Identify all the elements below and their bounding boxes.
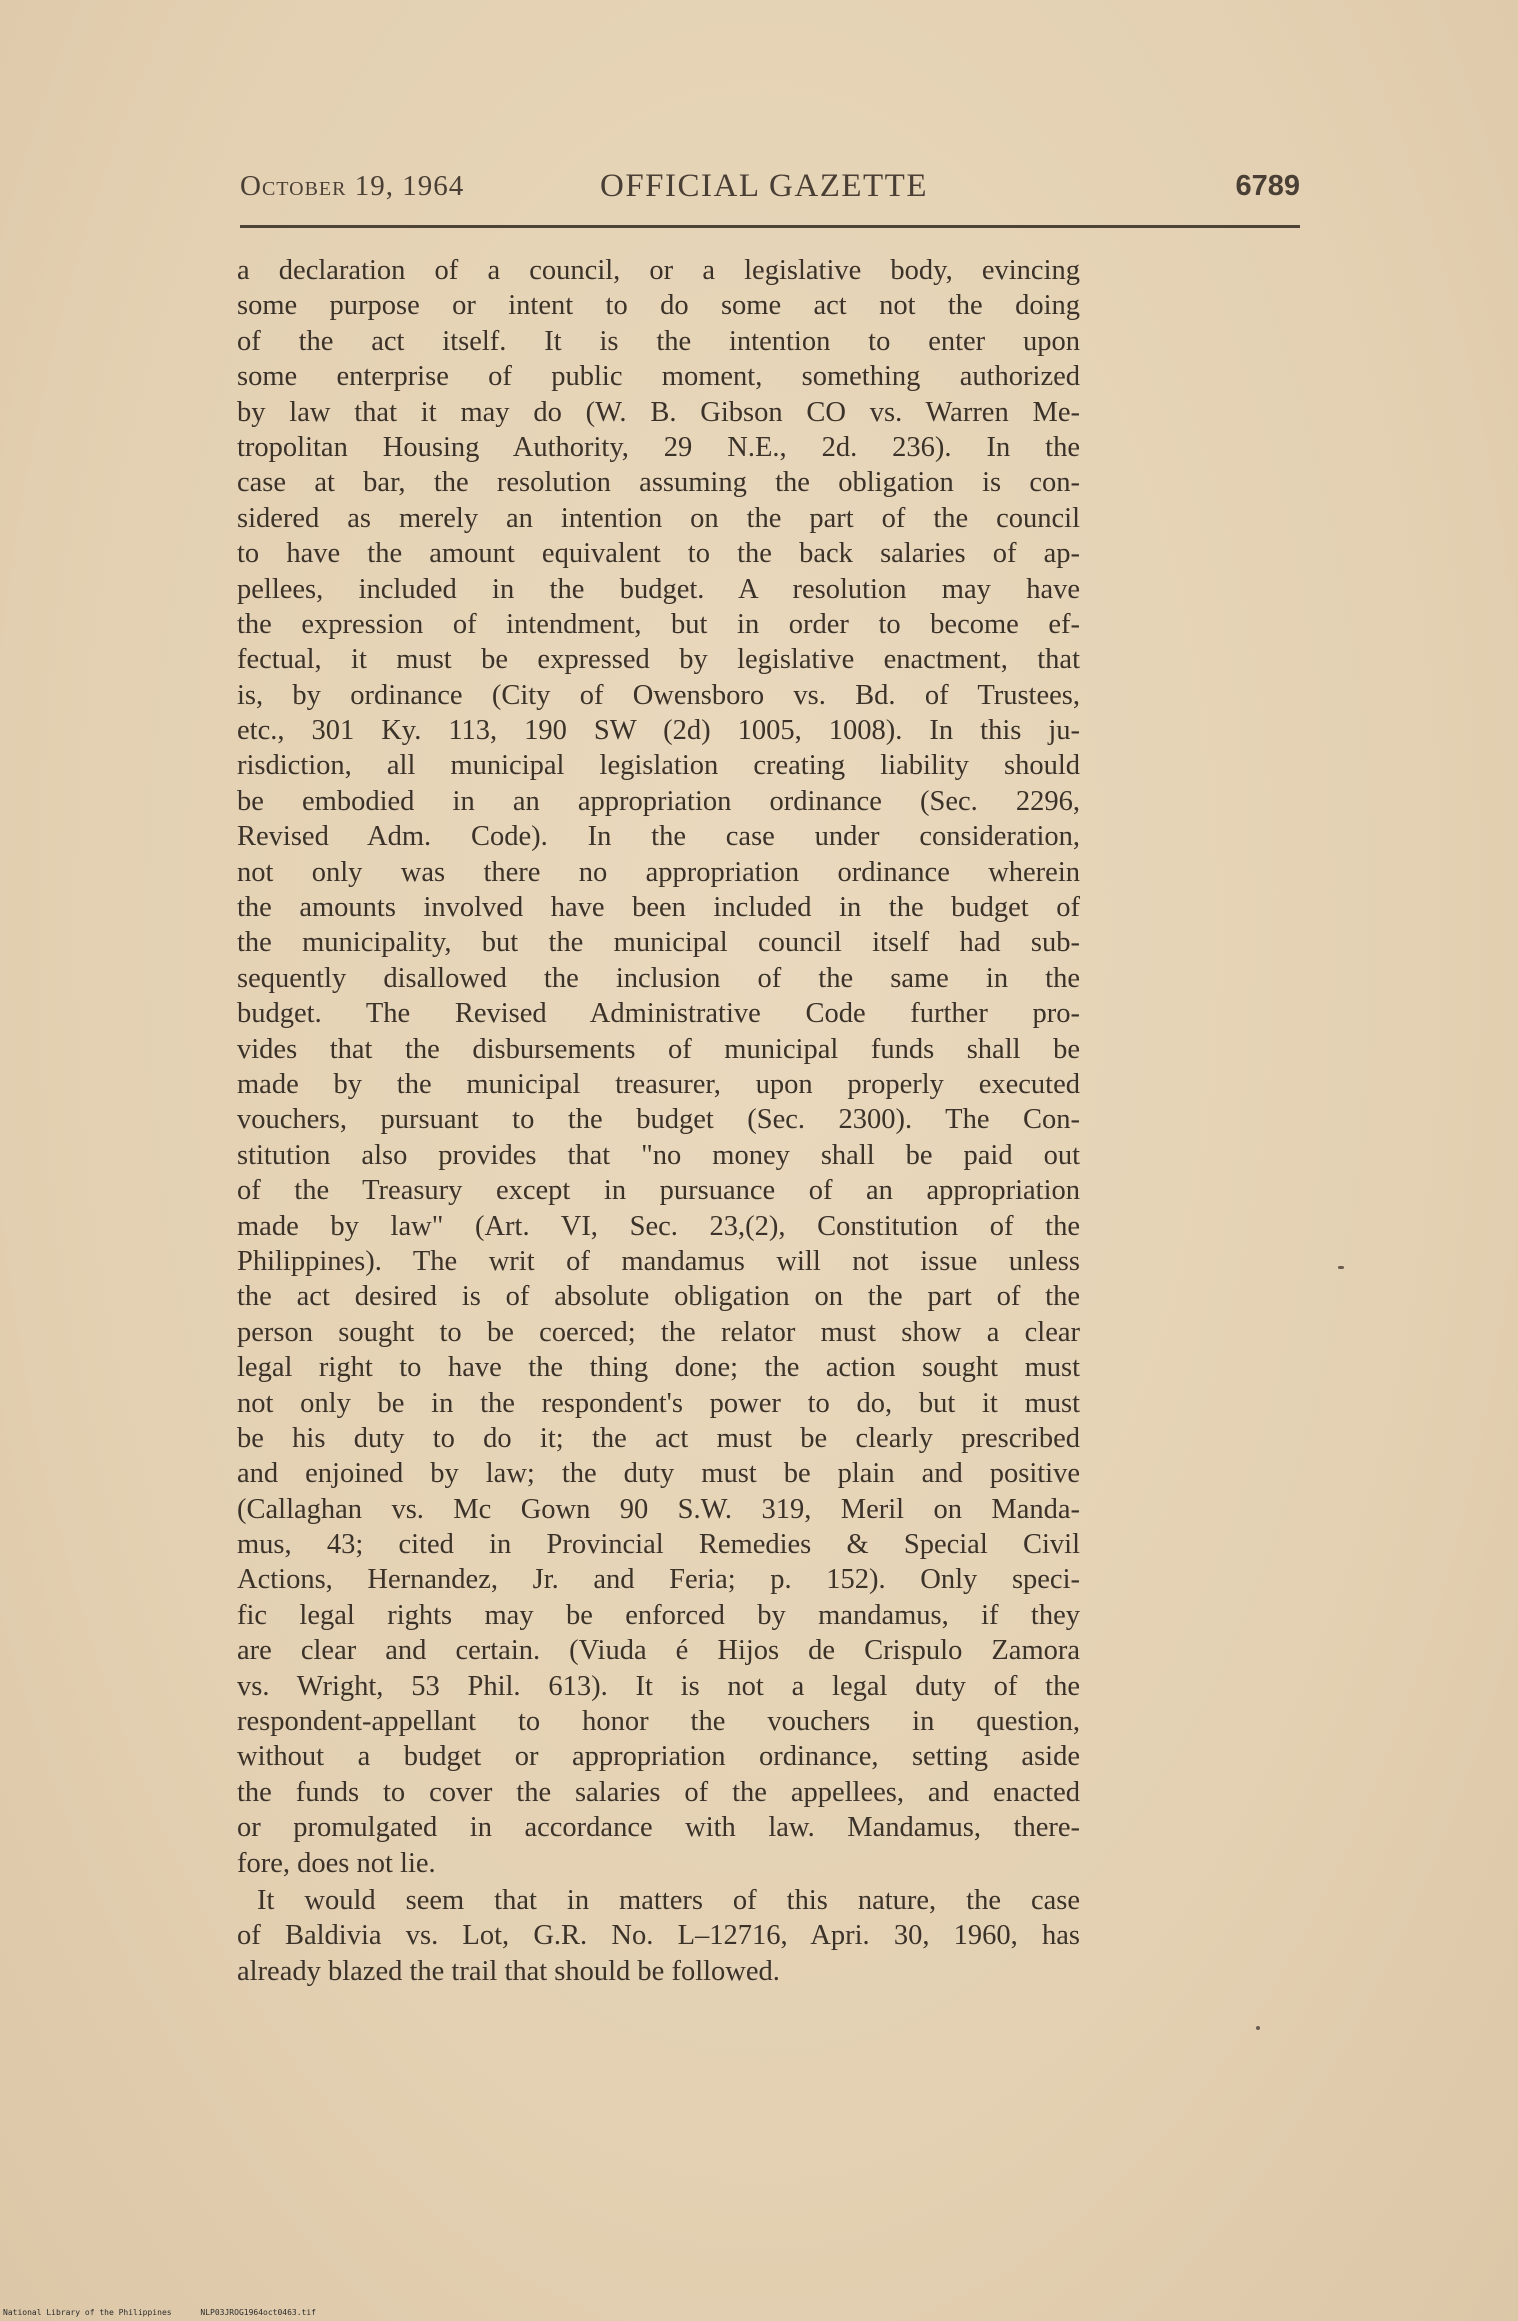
text-line: be his duty to do it; the act must be clearly prescribed (237, 1422, 1080, 1454)
text-line: stitution also provides that "no money shall be paid out (237, 1139, 1080, 1171)
text-line: of the act itself. It is the intention to enter upon (237, 325, 1080, 357)
text-line: case at bar, the resolution assuming the obligation is con- (237, 467, 1080, 499)
text-line: is, by ordinance (City of Owensboro vs. Bd. of Trustees, (237, 679, 1080, 711)
text-line: etc., 301 Ky. 113, 190 SW (2d) 1005, 1008). In this ju- (237, 715, 1080, 747)
text-line: budget. The Revised Administrative Code further pro- (237, 998, 1080, 1030)
text-line: to have the amount equivalent to the back salaries of ap- (237, 538, 1080, 570)
publication-title: OFFICIAL GAZETTE (600, 168, 928, 204)
text-line: and enjoined by law; the duty must be plain and positive (237, 1458, 1080, 1490)
paragraph-2 (237, 1883, 1080, 1989)
text-line: tropolitan Housing Authority, 29 N.E., 2d. 236). In the (237, 431, 1080, 463)
header-rule (240, 225, 1300, 228)
scan-source: National Library of the Philippines (3, 2308, 172, 2317)
text-line: not only was there no appropriation ordinance wherein (237, 856, 1080, 888)
text-line: of the Treasury except in pursuance of an appropriation (237, 1175, 1080, 1207)
paper-speck (1338, 1266, 1344, 1269)
text-line: the funds to cover the salaries of the appellees, and enacted (237, 1776, 1080, 1808)
text-line: vides that the disbursements of municipal funds shall be (237, 1033, 1080, 1065)
text-line: some purpose or intent to do some act not the doing (237, 290, 1080, 322)
text-line: fectual, it must be expressed by legislative enactment, that (237, 644, 1080, 676)
text-line: some enterprise of public moment, something authorized (237, 361, 1080, 393)
article-body (237, 253, 1080, 1989)
text-line: mus, 43; cited in Provincial Remedies & Special Civil (237, 1529, 1080, 1561)
text-line: fore, does not lie. (237, 1847, 436, 1879)
text-line: pellees, included in the budget. A resolution may have (237, 573, 1080, 605)
text-line: are clear and certain. (Viuda é Hijos de Crispulo Zamora (237, 1635, 1080, 1667)
scan-filename: NLP03JROG1964oct0463.tif (200, 2308, 316, 2317)
page-header (240, 168, 1300, 212)
issue-date: October 19, 1964 (240, 170, 465, 202)
text-line: already blazed the trail that should be followed. (237, 1955, 780, 1987)
text-line: (Callaghan vs. Mc Gown 90 S.W. 319, Meril on Manda- (237, 1493, 1080, 1525)
text-line: or promulgated in accordance with law. Mandamus, there- (237, 1812, 1080, 1844)
text-line: vs. Wright, 53 Phil. 613). It is not a legal duty of the (237, 1670, 1080, 1702)
text-line: not only be in the respondent's power to do, but it must (237, 1387, 1080, 1419)
text-line: Actions, Hernandez, Jr. and Feria; p. 152). Only speci- (237, 1564, 1080, 1596)
text-line: the municipality, but the municipal council itself had sub- (237, 927, 1080, 959)
page-number: 6789 (1235, 170, 1300, 202)
text-line: legal right to have the thing done; the action sought must (237, 1352, 1080, 1384)
text-line: the act desired is of absolute obligation on the part of the (237, 1281, 1080, 1313)
text-line: be embodied in an appropriation ordinance (Sec. 2296, (237, 785, 1080, 817)
text-line: a declaration of a council, or a legislative body, evincing (237, 255, 1080, 286)
text-line: the amounts involved have been included in the budget of (237, 892, 1080, 924)
text-line: person sought to be coerced; the relator must show a clear (237, 1316, 1080, 1348)
text-line: the expression of intendment, but in order to become ef- (237, 608, 1080, 640)
paper-speck (1256, 2026, 1260, 2030)
text-line: Revised Adm. Code). In the case under consideration, (237, 821, 1080, 853)
text-line: made by the municipal treasurer, upon properly executed (237, 1068, 1080, 1100)
text-line: risdiction, all municipal legislation creating liability should (237, 750, 1080, 782)
text-line: vouchers, pursuant to the budget (Sec. 2300). The Con- (237, 1104, 1080, 1136)
paragraph-1 (237, 253, 1080, 1881)
text-line: made by law" (Art. VI, Sec. 23,(2), Constitution of the (237, 1210, 1080, 1242)
text-line: respondent-appellant to honor the vouchers in question, (237, 1706, 1080, 1738)
text-line: fic legal rights may be enforced by mandamus, if they (237, 1599, 1080, 1631)
text-line: Philippines). The writ of mandamus will not issue unless (237, 1245, 1080, 1277)
scan-footer (3, 2308, 340, 2317)
text-line: sidered as merely an intention on the part of the council (237, 502, 1080, 534)
text-line: by law that it may do (W. B. Gibson CO vs. Warren Me- (237, 396, 1080, 428)
text-line: It would seem that in matters of this nature, the case (257, 1884, 1080, 1916)
text-line: of Baldivia vs. Lot, G.R. No. L–12716, Apri. 30, 1960, has (237, 1920, 1080, 1952)
text-line: without a budget or appropriation ordinance, setting aside (237, 1741, 1080, 1773)
text-line: sequently disallowed the inclusion of the same in the (237, 962, 1080, 994)
